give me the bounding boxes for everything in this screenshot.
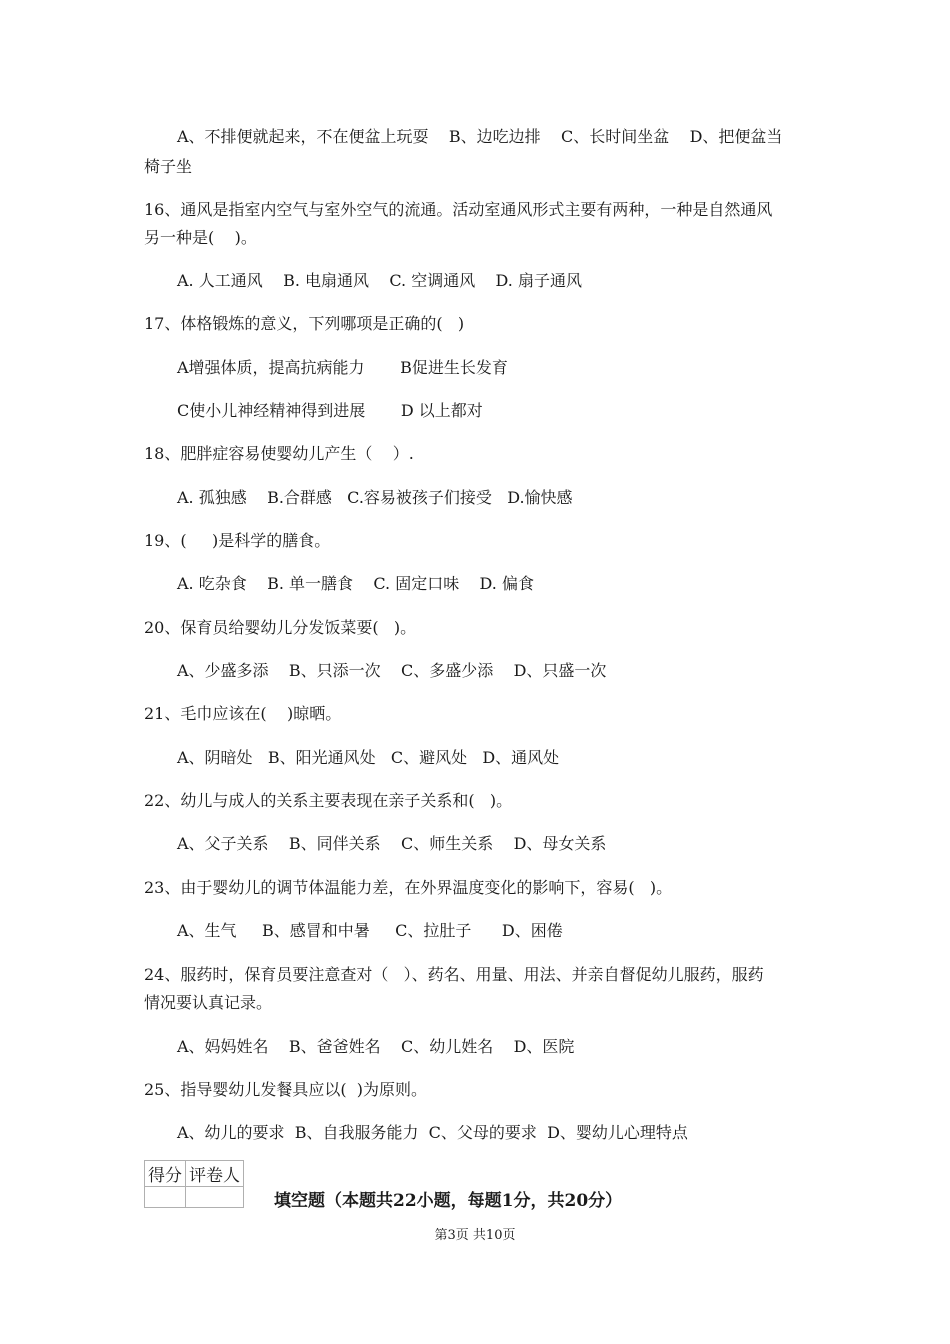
score-box: [144, 1160, 244, 1208]
section-title: 填空题（本题共22小题，每题1分，共20分）: [274, 1191, 623, 1211]
question-18-options: A. 孤独感 B.合群感 C.容易被孩子们接受 D.愉快感: [177, 488, 573, 507]
question-22-stem: 22、幼儿与成人的关系主要表现在亲子关系和( )。: [144, 791, 513, 810]
score-label: 得分: [145, 1161, 186, 1187]
grader-label: 评卷人: [186, 1161, 244, 1187]
question-16-options: A. 人工通风 B. 电扇通风 C. 空调通风 D. 扇子通风: [177, 271, 582, 290]
question-19-options: A. 吃杂食 B. 单一膳食 C. 固定口味 D. 偏食: [177, 574, 534, 593]
question-17-stem: 17、体格锻炼的意义，下列哪项是正确的( ): [144, 314, 465, 333]
question-23-stem: 23、由于婴幼儿的调节体温能力差，在外界温度变化的影响下，容易( )。: [144, 878, 673, 897]
question-17-options-line-2: C使小儿神经精神得到进展 D 以上都对: [177, 401, 483, 420]
question-16-stem-line-1: 16、通风是指室内空气与室外空气的流通。活动室通风形式主要有两种，一种是自然通风: [144, 200, 773, 219]
question-15-options-line-1: A、不排便就起来，不在便盆上玩耍 B、边吃边排 C、长时间坐盆 D、把便盆当: [177, 127, 783, 146]
page-footer: 第3页 共10页: [434, 1228, 516, 1243]
question-20-options: A、少盛多添 B、只添一次 C、多盛少添 D、只盛一次: [177, 661, 607, 680]
question-16-stem-line-2: 另一种是( )。: [144, 228, 257, 247]
question-21-stem: 21、毛巾应该在( )晾晒。: [144, 704, 342, 723]
question-23-options: A、生气 B、感冒和中暑 C、拉肚子 D、困倦: [177, 921, 563, 940]
question-17-options-line-1: A增强体质，提高抗病能力 B促进生长发育: [177, 358, 508, 377]
grader-cell: [186, 1187, 244, 1208]
question-24-stem-line-2: 情况要认真记录。: [144, 993, 273, 1012]
question-25-options: A、幼儿的要求 B、自我服务能力 C、父母的要求 D、婴幼儿心理特点: [177, 1123, 688, 1142]
question-15-options-line-2: 椅子坐: [144, 157, 193, 176]
question-20-stem: 20、保育员给婴幼儿分发饭菜要( )。: [144, 618, 417, 637]
score-cell: [145, 1187, 186, 1208]
question-18-stem: 18、肥胖症容易使婴幼儿产生（ ）.: [144, 444, 414, 463]
question-21-options: A、阴暗处 B、阳光通风处 C、避风处 D、通风处: [177, 748, 560, 767]
question-24-stem-line-1: 24、服药时，保育员要注意查对（ ）、药名、用量、用法、并亲自督促幼儿服药，服药: [144, 965, 764, 984]
question-22-options: A、父子关系 B、同伴关系 C、师生关系 D、母女关系: [177, 834, 607, 853]
question-24-options: A、妈妈姓名 B、爸爸姓名 C、幼儿姓名 D、医院: [177, 1037, 575, 1056]
question-25-stem: 25、指导婴幼儿发餐具应以( )为原则。: [144, 1080, 428, 1099]
question-19-stem: 19、( )是科学的膳食。: [144, 531, 331, 550]
